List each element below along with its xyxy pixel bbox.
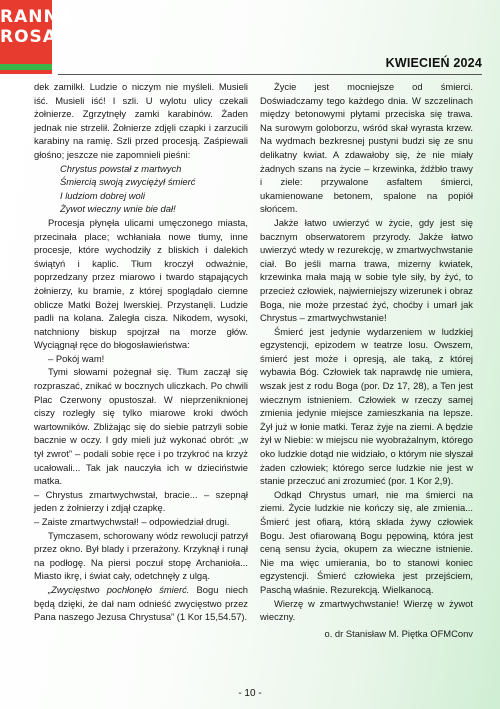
paragraph: Tymi słowami pożegnał się. Tłum zaczął się rozpraszać, znikać w bocznych uliczkach. Po chwili Plac Czerwony opustoszał. W nieprzeniknionej ciszy rozległy się tylko miarowe kroki dwóch wartowników. Zbliżając się do siebie patrzyli sobie bacznie w oczy. I gdy mieli już wykonać obrót: „w tył zwrot” – podali sobie ręce i po trzykroć na krzyż ucałowali... Tak jak nauczyła ich w dzieciństwie matka. [34, 366, 248, 487]
paragraph: Wierzę w zmartwychwstanie! Wierzę w żywot wieczny. [260, 597, 473, 623]
logo-text-line-1: RANNA [0, 7, 73, 27]
poem-line: Chrystus powstał z martwych [60, 162, 182, 174]
paragraph: Jakże łatwo uwierzyć w życie, gdy jest się bacznym obserwatorem przyrody. Jakże łatwo uwierzyć wtedy w rezurekcję, w zmartwychwstanie ciał. Bo jeśli marna trawa, mizerny kwiatek, krzewinka mała mają w sobie tyle siły, by żyć, to przecież człowiek, najwierniejszy wizerunek i obraz Boga, nie może przestać żyć, choćby i umarł jak Chrystus – zmartwychwstanie! [260, 216, 473, 324]
issue-date: KWIECIEŃ 2024 [385, 56, 482, 70]
paragraph [34, 583, 248, 624]
paragraph: Śmierć jest jedynie wydarzeniem w ludzkiej egzystencji, epizodem w teatrze losu. Owszem, śmierć jest może i opresją, ale taką, z której wybawia Bóg. Człowiek tak naprawdę nie umiera, wszak jest z rodu Boga (por. Dz 17, 28), a Ten jest wiecznym istnieniem. Człowiek w rzeczy samej zmienia jedynie miejsce zamieszkania na lepsze. Żył już w łonie matki. Teraz żyje na ziemi. A będzie żył w Niebie: w miejscu nie wyobrażalnym, którego oko ludzkie dotąd nie widziało, o którym nie słyszał żaden człowiek; którego serce ludzkie nie jest w stanie przeczuć ani zrozumieć (por. 1 Kor 2,9). [260, 325, 473, 487]
paragraph: dek zamilkł. Ludzie o niczym nie myśleli. Musieli iść. Musieli iść! I szli. U wylotu ulicy czekali żołnierze. Zgrzytnęły zamki karabinów. Żaden jednak nie strzelił. Żołnierze zdjęli czapki i zarzucili karabiny na ramię. Szli przed procesją. Zaśpiewali głośno; jeszcze nie zapomnieli pieśni: [34, 81, 248, 160]
logo-text-line-2: ROSA [0, 27, 57, 47]
article-column-right [260, 80, 473, 640]
paragraph: Procesja płynęła ulicami umęczonego miasta, przecinała place; wchłaniała nowe tłumy, inne procesje, które wychodziły z bliskich i dalekich świątyń i kaplic. Tłum kroczył odważnie, poprzedzany przez miarowo i twardo stąpających żołnierzy, ku bramie, z której spoglądało ciemne oblicze Matki Bożej Iwerskiej. Przystanęli. Ludzie padli na kolana. Zaległa cisza. Nikodem, wysoki, natchniony biskup spojrzał na morze głów. Wyciągnął ręce do błogosławieństwa: [34, 216, 248, 351]
logo-green-bar [0, 64, 52, 70]
poem-line: Żywot wieczny wnie bie dał! [60, 203, 176, 215]
paragraph: Odkąd Chrystus umarł, nie ma śmierci na ziemi. Życie ludzkie nie kończy się, ale zmienia... Śmierć jest ofiarą, którą składa żywy człowiek Bogu. Jest ofiarowaną Bogu pępowiną, która jest ceną sensu życia, okupem za wieczne istnienie. Nie ma więc umierania, bo to stanowi koniec egzystencji. Śmierć człowieka jest przejściem, Paschą właśnie. Rezurekcją. Wielkanocą. [260, 488, 473, 595]
poem-line: Śmiercią swoją zwyciężył śmierć [60, 176, 196, 188]
header-divider [58, 74, 482, 75]
paragraph: – Zaiste zmartwychwstał! – odpowiedział drugi. [34, 516, 230, 527]
magazine-logo [0, 0, 73, 74]
article-column-left [34, 80, 248, 624]
page-number: - 10 - [238, 688, 262, 699]
paragraph-text: Bogu niech będą dzięki, że dał nam odnieść zwycięstwo przez Pana naszego Jezusa Chrystusa” (1 Kor 15,54.57). [34, 583, 248, 623]
paragraph: Tymczasem, schorowany wódz rewolucji patrzył przez okno. Był blady i przerażony. Krzyknął i runął na podłogę. Na piersi poczuł stopę Archanioła... Miasto ikrę, i świat cały, odetchnęły z ulgą. [34, 529, 248, 582]
paragraph: Życie jest mocniejsze od śmierci. Doświadczamy tego każdego dnia. W szczelinach między betonowymi płytami przeciska się trawa. Na surowym goloborzu, wśród skał wyrasta krzew. Na wydmach bezkresnej pustyni budzi się ze snu delikatny kwiat. A zdawałoby się, że nie miały żadnych szans na życie – krzewinka, źdźbło trawy i ziele: przywalone asfaltem śmierci, ukamienowane betonem, spalone na popiół słońcem. [260, 81, 473, 215]
paragraph: – Chrystus zmartwychwstał, bracie... – szepnął jeden z żołnierzy i zdjął czapkę. [34, 488, 248, 514]
paragraph: – Pokój wam! [48, 352, 105, 364]
quote-italic-lead: „Zwycięstwo pochłonęło śmierć. [48, 583, 190, 595]
poem-line: I ludziom dobrej woli [60, 189, 145, 201]
author-signature: o. dr Stanisław M. Piętka OFMConv [324, 627, 473, 639]
